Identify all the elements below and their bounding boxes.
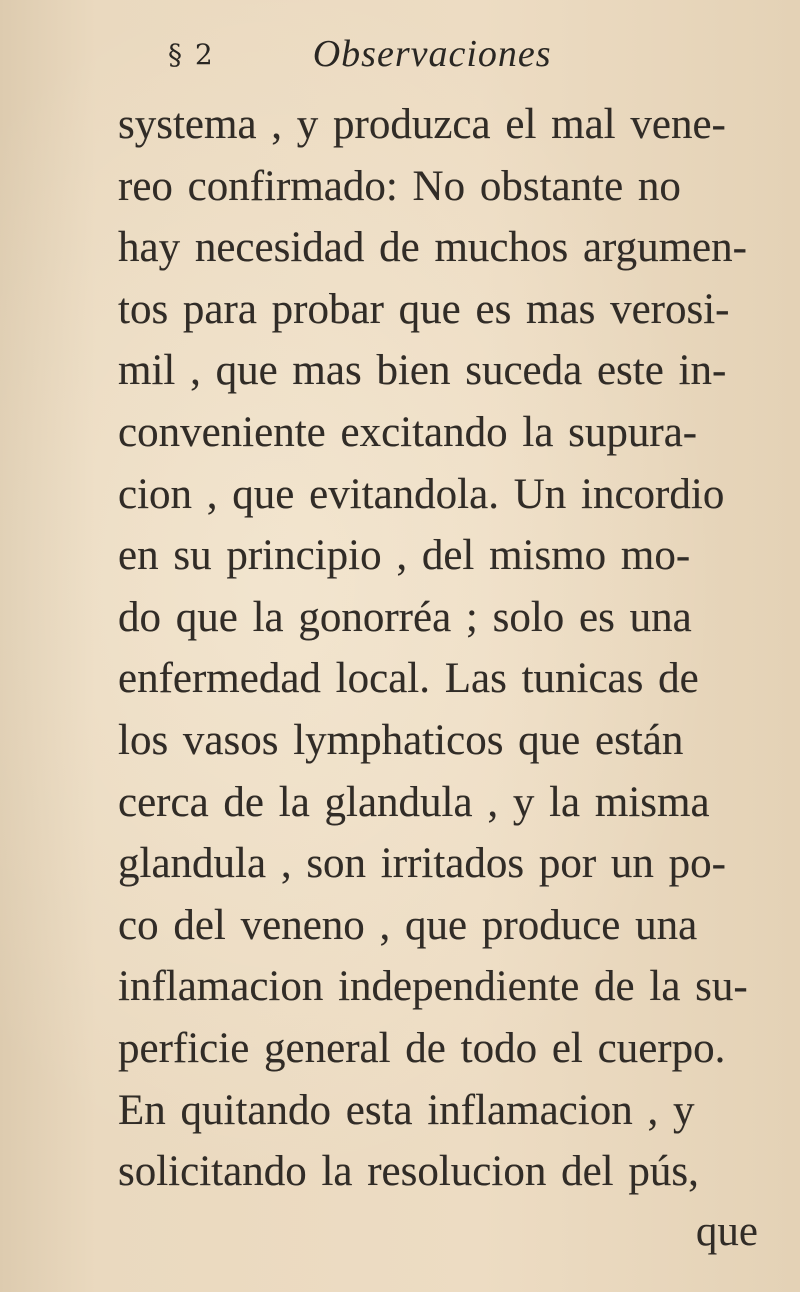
- text-line: cion , que evitandola. Un incordio: [118, 470, 725, 518]
- text-line: hay necesidad de muchos argumen-: [118, 224, 747, 272]
- text-line: enfermedad local. Las tunicas de: [118, 655, 699, 703]
- text-line: solicitando la resolucion del pús,: [118, 1148, 699, 1196]
- text-line: perficie general de todo el cuerpo.: [118, 1024, 726, 1072]
- text-line: en su principio , del mismo mo-: [118, 532, 691, 580]
- text-line: reo confirmado: No obstante no: [118, 162, 681, 210]
- text-line: glandula , son irritados por un po-: [118, 840, 726, 888]
- text-line: do que la gonorréa ; solo es una: [118, 593, 692, 641]
- text-line: inflamacion independiente de la su-: [118, 963, 748, 1011]
- text-line: conveniente excitando la supura-: [118, 408, 698, 456]
- text-line: mil , que mas bien suceda este in-: [118, 347, 727, 395]
- page-header: [118, 18, 760, 90]
- section-mark: § 2: [168, 37, 215, 71]
- text-line: systema , y produzca el mal vene-: [118, 101, 726, 148]
- catchword: que: [695, 1207, 758, 1255]
- text-line: los vasos lymphaticos que están: [118, 716, 684, 764]
- running-title: Observaciones: [312, 33, 552, 75]
- text-line: En quitando esta inflamacion , y: [118, 1086, 695, 1134]
- body-text: [118, 94, 760, 1203]
- text-line: co del veneno , que produce una: [118, 901, 698, 949]
- text-line: cerca de la glandula , y la misma: [118, 778, 710, 826]
- text-line: tos para probar que es mas verosi-: [118, 285, 730, 333]
